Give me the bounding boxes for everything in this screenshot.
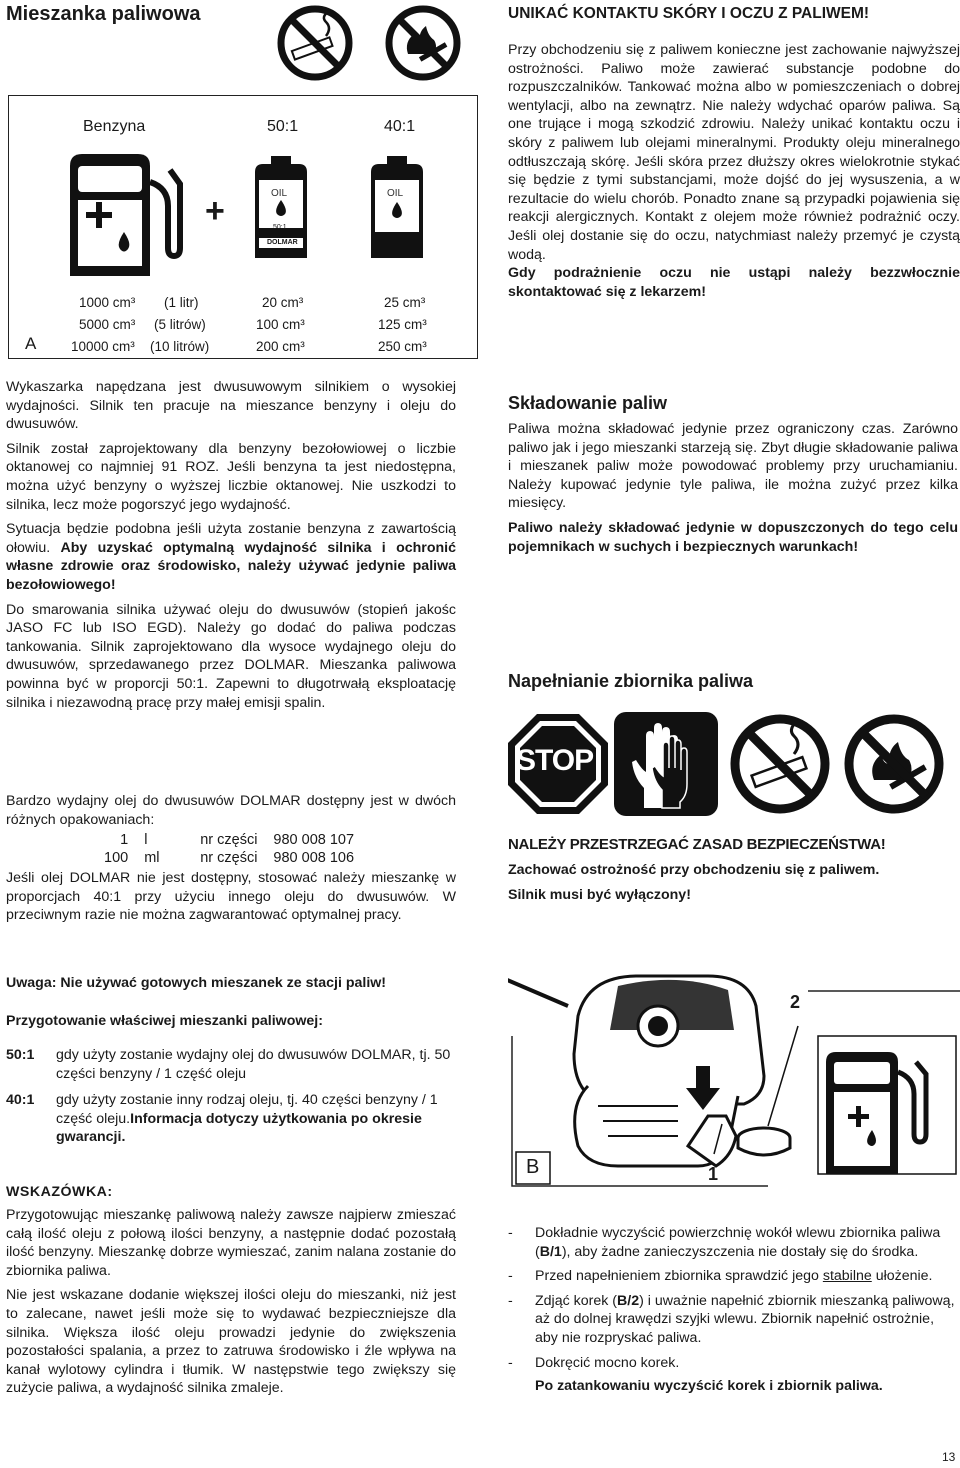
list-item: - Dokręcić mocno korek.: [508, 1354, 958, 1373]
alt-oil-paragraph: Jeśli olej DOLMAR nie jest dostępny, stosować należy mieszankę w proporcjach 40:1 przy użyciu innego oleju do dwusuwów. W przeciwnym razie nie można zagwarantować optymalnej pracy.: [6, 870, 456, 924]
no-open-flame-icon: [384, 4, 462, 82]
oil-can-40-icon: [369, 154, 425, 262]
fill-title: Napełnianie zbiornika paliwa: [508, 671, 754, 691]
row2-benz-l: (5 litrów): [154, 317, 206, 332]
safety-text-2: Silnik musi być wyłączony!: [508, 887, 691, 903]
no-smoking-icon: [276, 4, 354, 82]
engine-tank-illustration: [508, 946, 960, 1196]
no-open-flame-icon-2: [842, 712, 946, 816]
row1-r40: 25 cm³: [384, 295, 426, 310]
storage-bold: Paliwo należy składować jedynie w dopuszczonych do tego celu pojemnikach w suchych i bezpiecznych warunkach!: [508, 519, 958, 555]
note-paragraph-2: Nie jest wskazane dodanie większej ilości oleju do mieszanki, niż jest to zalecane, nawet jeśli może się to wydawać bezpieczniejsze dla silnika. Większa ilość oleju prowadzi jedynie do zwiększenia pozostałości spalania, a przez to zatruwa środowisko i źle wpływa na kanał wylotowy cylindra i tłumik. W następstwie tego zwiększy się zużycie paliwa, a wydajność silnika zmaleje.: [6, 1287, 456, 1397]
page-number: 13: [942, 1450, 956, 1464]
warning-title: UNIKAĆ KONTAKTU SKÓRY I OCZU Z PALIWEM!: [508, 5, 870, 22]
figure-a-label: A: [25, 334, 37, 353]
can-ratio-label: 50:1: [273, 224, 287, 231]
ratio-40-bold: Informacja dotyczy użytkowania po okresie gwarancji.: [56, 1110, 422, 1146]
col-40-1: 40:1: [384, 118, 416, 135]
uwaga-note: Uwaga: Nie używać gotowych mieszanek ze stacji paliw!: [6, 975, 387, 991]
warning-bold: Gdy podrażnienie oczu nie ustąpi należy bezzwłocznie skontaktować się z lekarzem!: [508, 265, 960, 300]
can-oil-label-2: OIL: [387, 188, 404, 199]
lead-paragraph: Sytuacja będzie podobna jeśli użyta zostanie benzyna z zawartością ołowiu.: [6, 521, 456, 556]
page-title: Mieszanka paliwowa: [6, 3, 201, 25]
row2-r50: 100 cm³: [256, 317, 305, 332]
row1-r50: 20 cm³: [262, 295, 304, 310]
row1-benz-l: (1 litr): [164, 295, 199, 310]
warning-text: Przy obchodzeniu się z paliwem konieczne jest zachowanie najwyższej ostrożności. Paliwo może zawierać substancje podobne do rozpuszczalników. Tankować można albo w pomieszczeniach o dobrej wentylacji, albo na zewnątrz. Nie należy wdychać oparów paliwa. Są one trujące i mogą szkodzić zdrowiu. Należy unikać kontaktu oczu i skóry z paliwem lub olejami mineralnymi. Produkty oleju mineralnego odtłuszczają skórę. Jeśli skóra przez dłuższy okres wielokrotnie stykać się będzie z tymi substancjami, może dojść do jej wysuszenia, a w rezultacie do wielu chorób. Ponadto znane są przypadki pojawienia się reakcji alergicznych. Kontakt z olejem może również podrażnić oczy. Jeśli olej dostanie się do oczu, natychmiast należy przemyć je czystą wodą.: [508, 42, 960, 263]
table-row: 1 l nr części 980 008 107: [120, 832, 355, 849]
steps-list: [508, 1224, 958, 1372]
row3-r50: 200 cm³: [256, 339, 305, 354]
warning-block: [508, 5, 960, 307]
packaging-paragraph: Bardzo wydajny olej do dwusuwów DOLMAR dostępny jest w dwóch różnych opakowaniach:: [6, 793, 456, 828]
final-note: Po zatankowaniu wyczyścić korek i zbiornik paliwa.: [535, 1378, 883, 1395]
note-paragraph-1: Przygotowując mieszankę paliwową należy zawsze najpierw zmieszać całą ilość oleju z połową ilości benzyny, a następnie dodać pozostałą ilość benzyny. Mieszankę dobrze wymieszać, zanim nalana zostanie do zbiornika paliwa.: [6, 1207, 456, 1279]
list-item: - Przed napełnieniem zbiornika sprawdzić jego stabilne ułożenie.: [508, 1267, 958, 1286]
note-title: WSKAZÓWKA:: [6, 1184, 113, 1200]
note-block: [6, 1206, 456, 1404]
row3-r40: 250 cm³: [378, 339, 427, 354]
can-brand-label: DOLMAR: [267, 239, 298, 246]
ratio-50-key: 50:1: [6, 1047, 35, 1063]
safety-text-1: Zachować ostrożność przy obchodzeniu się z paliwem.: [508, 862, 880, 878]
ratio-50-text: gdy użyty zostanie wydajny olej do dwusuwów DOLMAR, tj. 50 części benzyny / 1 część oleju: [56, 1047, 451, 1082]
storage-block: [508, 420, 958, 562]
col-50-1: 50:1: [267, 118, 299, 135]
protective-gloves-icon: [614, 712, 718, 816]
parts-table: [96, 831, 362, 867]
col-benzyna: Benzyna: [83, 118, 146, 135]
figure-b-label: B: [526, 1156, 540, 1178]
figure-b-callout-2: 2: [790, 992, 801, 1012]
list-item: - Zdjąć korek (B/2) i uważnie napełnić zbiornik mieszanką paliwową, aż do dolnej krawędzi szyjki wlewu. Zbiornik napełnić ostrożnie, aby nie rozpryskać paliwa.: [508, 1292, 958, 1348]
left-column-2: [6, 792, 456, 931]
row1-benz: 1000 cm³: [79, 295, 136, 310]
figure-b-refuel: [508, 946, 960, 1196]
row3-benz: 10000 cm³: [71, 339, 135, 354]
row2-benz: 5000 cm³: [79, 317, 136, 332]
ratio-40-key: 40:1: [6, 1092, 35, 1108]
list-item: - Dokładnie wyczyścić powierzchnię wokół wlewu zbiornika paliwa (B/1), aby żadne zanieczyszczenia nie dostały się do środka.: [508, 1224, 958, 1261]
ratio-40-text: gdy użyty zostanie inny rodzaj oleju, tj. 40 części benzyny / 1 część oleju.: [56, 1092, 438, 1127]
left-column: [6, 378, 456, 718]
no-smoking-icon-2: [728, 712, 832, 816]
storage-paragraph: Paliwa można składować jedynie przez ograniczony czas. Zarówno paliwo jak i jego mieszanki starzeją się. Zbyt długie składowanie paliwa i mieszanek paliw może powodować problemy przy uruchamianiu. Należy kupować jedynie tyle paliwa, ile można zużyć przez kilka miesięcy.: [508, 421, 958, 512]
prep-title: Przygotowanie właściwej mieszanki paliwowej:: [6, 1013, 323, 1029]
figure-b-callout-1: 1: [708, 1164, 719, 1184]
figure-a-fuel-mix: [8, 95, 478, 359]
can-oil-label: OIL: [271, 188, 288, 199]
row2-r40: 125 cm³: [378, 317, 427, 332]
oil-paragraph: Do smarowania silnika używać oleju do dwusuwów (stopień jakośc JASO FC lub ISO EGD). Należy go dodać do paliwa podczas tankowania. Silnik zaprojektowano dla wysoce wydajnego oleju do dwusuwów, sprzedawanego przez DOLMAR. Mieszanka paliwowa powinna być w proporcji 50:1. Zapewni to długotrwałą eksploatację silnika i niezawodną pracę przy małej emisji spalin.: [6, 601, 456, 711]
octane-paragraph: Silnik został zaprojektowany dla benzyny bezołowiowej o liczbie oktanowej co najmniej 91 ROZ. Jeśli benzyna ta jest niedostępna, można użyć benzyny o wyższej liczbie oktanowej. Nie uszkodzi to silnika, lecz może pogorszyć jego wydajność.: [6, 440, 456, 513]
intro-paragraph: Wykaszarka napędzana jest dwusuwowym silnikiem o wysokiej wydajności. Silnik ten pracuje na mieszance benzyny i oleju do dwusuwów.: [6, 379, 456, 433]
table-row: 100 ml nr części 980 008 106: [104, 850, 355, 867]
fuel-pump-icon: [64, 148, 194, 278]
stop-text: STOP: [516, 744, 594, 777]
row3-benz-l: (10 litrów): [150, 339, 210, 354]
steps-block: [508, 1224, 958, 1394]
safety-title: NALEŻY PRZESTRZEGAĆ ZASAD BEZPIECZEŃSTWA!: [508, 836, 886, 853]
lead-bold: Aby uzyskać optymalną wydajność silnika i ochronić własne zdrowie oraz środowisko, należy używać jedynie paliwa bezołowiowego!: [6, 539, 456, 593]
storage-title: Składowanie paliw: [508, 393, 668, 413]
plus-sign: +: [205, 192, 225, 230]
